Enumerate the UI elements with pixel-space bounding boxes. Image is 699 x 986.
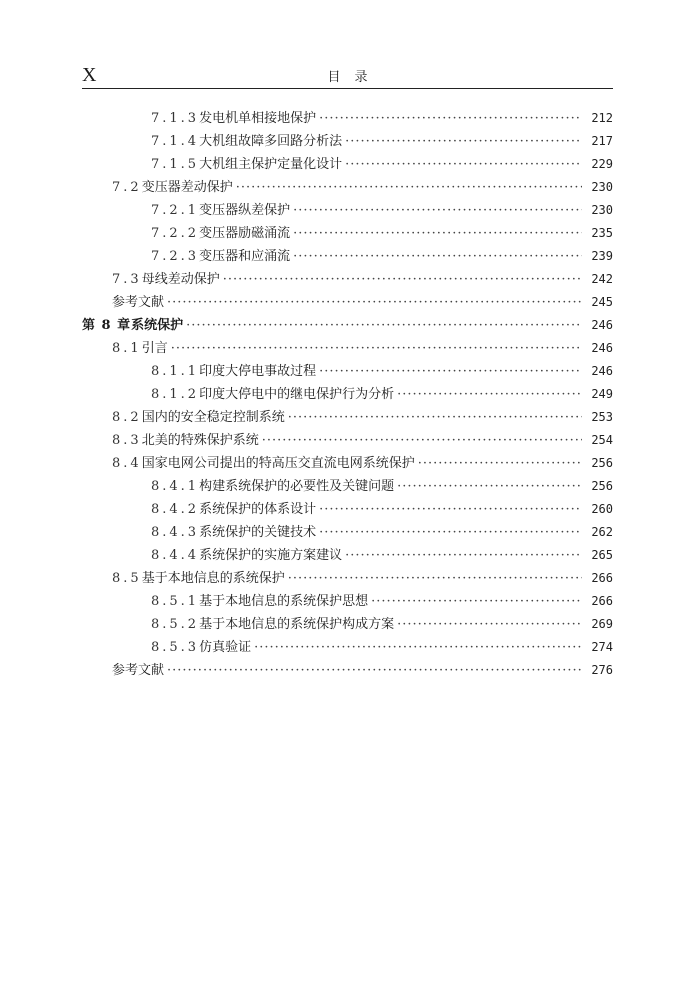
toc-entry-page: 235 (591, 226, 613, 240)
toc-entry-page: 212 (591, 111, 613, 125)
toc-entry[interactable] (82, 429, 613, 452)
dot-leader (171, 337, 582, 360)
toc-entry[interactable] (82, 222, 613, 245)
toc-entry[interactable] (82, 406, 613, 429)
toc-entry-number: 8.1 (112, 341, 142, 356)
dot-leader (319, 521, 582, 544)
dot-leader (345, 130, 582, 153)
table-of-contents (82, 107, 613, 682)
toc-entry[interactable] (82, 360, 613, 383)
toc-entry-title: 仿真验证 (199, 640, 252, 655)
toc-entry-number: 8.5 (112, 571, 142, 586)
toc-entry-title: 变压器差动保护 (141, 180, 233, 195)
toc-entry-title: 国家电网公司提出的特高压交直流电网系统保护 (141, 456, 415, 471)
toc-entry-page: 266 (591, 571, 613, 585)
toc-entry-number: 7.3 (112, 272, 142, 287)
dot-leader (397, 383, 582, 406)
dot-leader (345, 544, 582, 567)
toc-entry[interactable] (82, 567, 613, 590)
toc-entry-number: 8.4.3 (151, 525, 200, 540)
dot-leader (186, 314, 582, 337)
dot-leader (397, 613, 582, 636)
toc-entry-title: 系统保护的实施方案建议 (199, 548, 343, 563)
toc-entry-page: 256 (591, 479, 613, 493)
toc-entry-page: 242 (591, 272, 613, 286)
header-title: 目录 (327, 70, 382, 85)
toc-entry-number: 7.2 (112, 180, 142, 195)
toc-entry[interactable] (82, 337, 613, 360)
toc-entry[interactable] (82, 475, 613, 498)
toc-entry-title: 变压器励磁涌流 (199, 226, 291, 241)
toc-entry[interactable] (82, 107, 613, 130)
toc-entry-page: 262 (591, 525, 613, 539)
toc-entry[interactable] (82, 590, 613, 613)
toc-entry-number: 8.5.2 (151, 617, 200, 632)
toc-entry-title: 引言 (141, 341, 168, 356)
toc-entry[interactable] (82, 199, 613, 222)
toc-entry-page: 256 (591, 456, 613, 470)
dot-leader (293, 245, 582, 268)
dot-leader (288, 567, 582, 590)
dot-leader (288, 406, 582, 429)
toc-entry-number: 8.3 (112, 433, 142, 448)
toc-entry-page: 249 (591, 387, 613, 401)
toc-entry-number: 7.1.4 (151, 134, 200, 149)
dot-leader (397, 475, 582, 498)
toc-entry-number: 7.2.3 (151, 249, 200, 264)
toc-entry-title: 印度大停电中的继电保护行为分析 (199, 387, 395, 402)
toc-entry-title: 国内的安全稳定控制系统 (141, 410, 285, 425)
dot-leader (319, 107, 582, 130)
dot-leader (319, 360, 582, 383)
dot-leader (254, 636, 582, 659)
dot-leader (345, 153, 582, 176)
toc-entry-page: 260 (591, 502, 613, 516)
toc-entry-title: 参考文献 (112, 295, 165, 310)
toc-entry[interactable] (82, 130, 613, 153)
toc-entry-page: 245 (591, 295, 613, 309)
toc-entry-page: 253 (591, 410, 613, 424)
toc-entry-number: 8.1.2 (151, 387, 200, 402)
dot-leader (167, 291, 582, 314)
toc-entry-number: 8.4 (112, 456, 142, 471)
toc-entry-title: 系统保护 (131, 318, 184, 333)
dot-leader (293, 222, 582, 245)
toc-entry[interactable] (82, 452, 613, 475)
toc-entry-page: 266 (591, 594, 613, 608)
toc-entry-page: 239 (591, 249, 613, 263)
toc-entry-page: 276 (591, 663, 613, 677)
toc-entry-title: 系统保护的体系设计 (199, 502, 317, 517)
dot-leader (319, 498, 582, 521)
toc-entry-title: 大机组故障多回路分析法 (199, 134, 343, 149)
toc-entry-title: 基于本地信息的系统保护思想 (199, 594, 369, 609)
toc-entry-page: 269 (591, 617, 613, 631)
toc-entry[interactable] (82, 268, 613, 291)
toc-entry-title: 印度大停电事故过程 (199, 364, 317, 379)
toc-entry-title: 基于本地信息的系统保护构成方案 (199, 617, 395, 632)
toc-entry-page: 229 (591, 157, 613, 171)
toc-entry-number: 7.2.2 (151, 226, 200, 241)
dot-leader (236, 176, 582, 199)
toc-entry-number: 7.2.1 (151, 203, 200, 218)
toc-entry-number: 8.5.1 (151, 594, 200, 609)
dot-leader (371, 590, 582, 613)
dot-leader (167, 659, 582, 682)
toc-entry-page: 217 (591, 134, 613, 148)
toc-entry-number: 8.1.1 (151, 364, 200, 379)
toc-entry-number: 8.4.4 (151, 548, 200, 563)
toc-entry-page: 246 (591, 364, 613, 378)
toc-entry-page: 274 (591, 640, 613, 654)
page-number-roman: X (82, 64, 97, 86)
toc-entry-page: 230 (591, 180, 613, 194)
toc-entry[interactable] (82, 153, 613, 176)
toc-entry[interactable] (82, 544, 613, 567)
toc-entry-page: 265 (591, 548, 613, 562)
toc-entry-number: 8.4.2 (151, 502, 200, 517)
toc-entry-number: 8.5.3 (151, 640, 200, 655)
toc-entry-title: 变压器纵差保护 (199, 203, 291, 218)
toc-entry-title: 大机组主保护定量化设计 (199, 157, 343, 172)
toc-entry[interactable] (82, 659, 613, 682)
toc-entry-page: 254 (591, 433, 613, 447)
toc-entry-number: 7.1.5 (151, 157, 200, 172)
toc-entry-title: 变压器和应涌流 (199, 249, 291, 264)
toc-entry-title: 北美的特殊保护系统 (141, 433, 259, 448)
toc-entry-title: 构建系统保护的必要性及关键问题 (199, 479, 395, 494)
toc-entry[interactable] (82, 613, 613, 636)
dot-leader (223, 268, 582, 291)
toc-entry-title: 参考文献 (112, 663, 165, 678)
toc-entry-title: 基于本地信息的系统保护 (141, 571, 285, 586)
toc-entry-page: 246 (591, 318, 613, 332)
running-header (82, 62, 613, 89)
toc-entry-number: 8.4.1 (151, 479, 200, 494)
toc-entry-number: 第 8 章 (82, 318, 132, 333)
toc-entry[interactable] (82, 176, 613, 199)
toc-entry-page: 230 (591, 203, 613, 217)
toc-entry-title: 系统保护的关键技术 (199, 525, 317, 540)
toc-entry[interactable] (82, 245, 613, 268)
toc-entry[interactable] (82, 636, 613, 659)
dot-leader (293, 199, 582, 222)
toc-entry[interactable] (82, 383, 613, 406)
toc-entry-number: 8.2 (112, 410, 142, 425)
toc-entry-title: 发电机单相接地保护 (199, 111, 317, 126)
toc-entry[interactable] (82, 498, 613, 521)
toc-entry-number: 7.1.3 (151, 111, 200, 126)
dot-leader (262, 429, 582, 452)
toc-entry[interactable] (82, 314, 613, 337)
toc-entry-title: 母线差动保护 (141, 272, 220, 287)
toc-entry[interactable] (82, 291, 613, 314)
dot-leader (418, 452, 582, 475)
toc-entry-page: 246 (591, 341, 613, 355)
toc-entry[interactable] (82, 521, 613, 544)
